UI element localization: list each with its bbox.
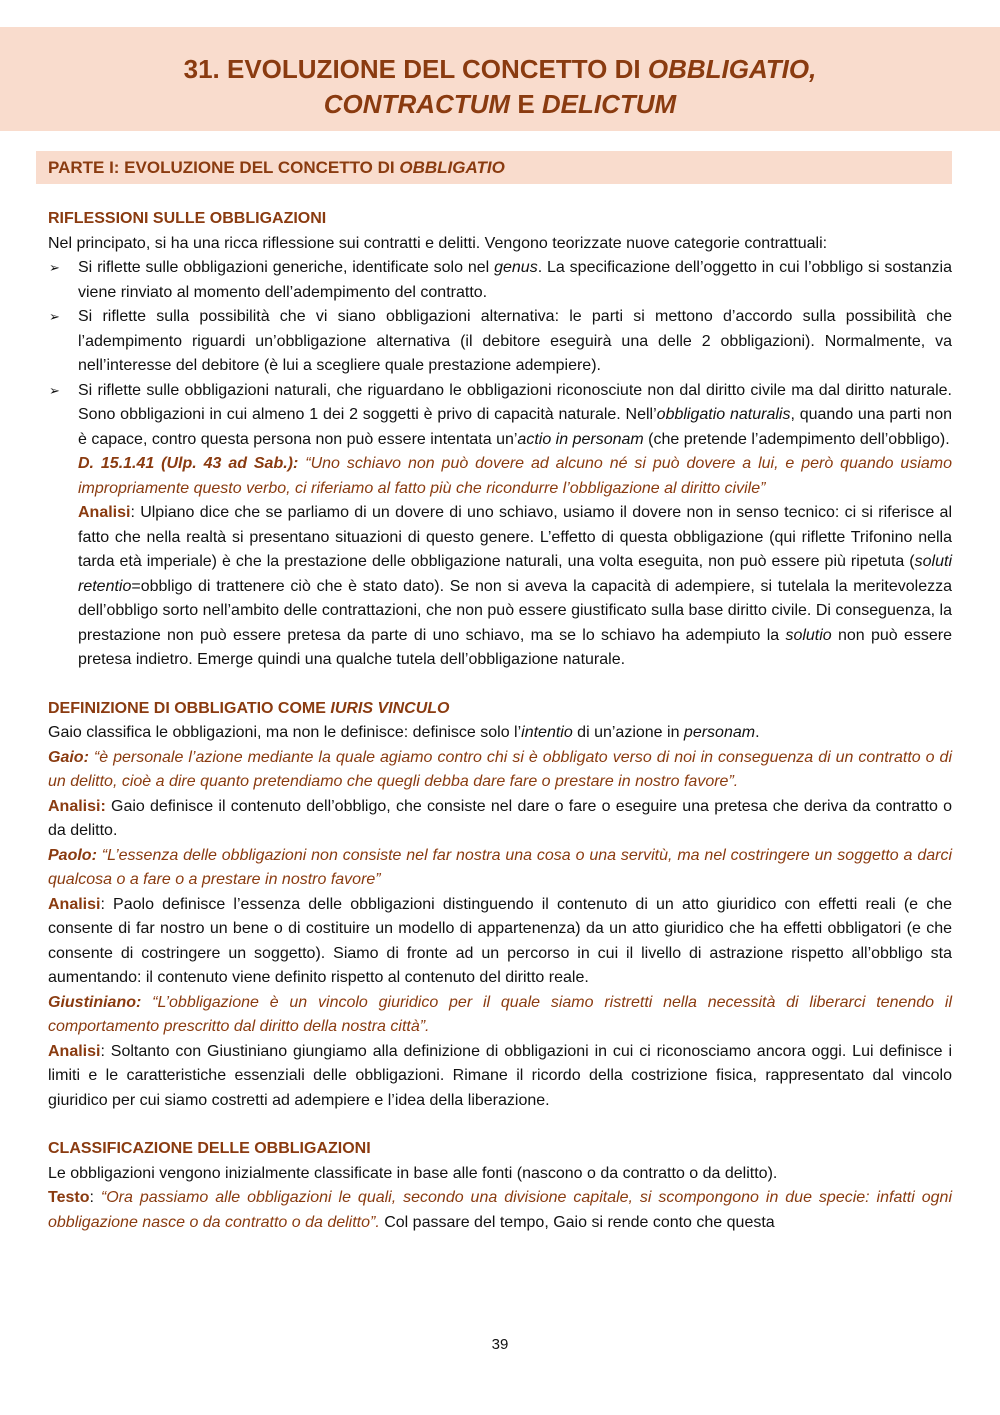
bullet1-text-end: . La specificazione dell’oggetto in cui l’obbligo si sostanzia viene rinviato al momento dell’adempimento del contratto. [78,259,952,301]
section2-heading-text: DEFINIZIONE DI OBBLIGATIO COME [48,699,331,717]
title-line2-italic-a: CONTRACTUM [323,89,511,119]
arrowhead-bullet-icon: ➢ [49,309,60,324]
paolo-quote: “L’essenza delle obbligazioni non consiste nel far nostra una cosa o una servitù, ma nel costringere un soggetto a darci qualcosa o a fare o a prestare in nostro favore” [48,846,952,888]
title-line2-mid: E [510,89,542,119]
part-title-prefix: PARTE I: EVOLUZIONE DEL CONCETTO DI [48,158,400,177]
arrowhead-bullet-icon: ➢ [49,260,60,275]
source-label: D. 15.1.41 (Ulp. 43 ad Sab.): [78,455,299,472]
source-quote-paragraph [78,452,952,501]
analysis1-text: Gaio definisce il contenuto dell’obbligo, che consiste nel dare o fare o eseguire una pretesa che deriva da contratto o da delitto. [48,797,952,839]
bullet3-text-mid: , quando una parti non è capace, contro questa persona non può essere intentata un’ [78,406,953,448]
testo-after: Col passare del tempo, Gaio si rende conto che questa [379,1213,775,1231]
giustiniano-label: Giustiniano: [48,993,142,1011]
document-body [48,207,952,1235]
section3-intro: Le obbligazioni vengono inizialmente classificate in base alle fonti (nascono o da contratto o da delitto). [48,1164,778,1182]
analysis1-label: Analisi: [48,797,106,815]
testo-colon: : [89,1189,101,1206]
list-item [48,256,952,305]
section2-intro-italic-2: personam [683,724,756,741]
bullet3-italic-1: obbligatio naturalis [656,406,791,423]
list-item [48,305,952,379]
section1-intro: Nel principato, si ha una ricca riflessione sui contratti e delitti. Vengono teorizzate nuove categorie contrattuali: [48,234,828,252]
section2-intro-italic-1: intentio [521,724,573,741]
giustiniano-quote-paragraph [48,991,952,1040]
section2-intro-end: . [755,724,760,741]
paolo-label: Paolo: [48,846,97,864]
bullet-list [48,256,952,673]
bullet3-paragraph [78,379,952,453]
analysis2-label: Analisi [48,895,101,913]
analysis-text-end: non può essere pretesa indietro. Emerge quindi una qualche tutela dell’obbligazione naturale. [78,626,953,668]
section2-intro [48,721,952,746]
analysis-label: Analisi [78,504,131,521]
title-line1-italic: OBBLIGATIO, [647,54,817,84]
bullet3-text: Si riflette sulle obbligazioni naturali, che riguardano le obbligazioni riconosciute non dal diritto civile ma dal diritto naturale. Sono obbligazioni in cui almeno 1 dei 2 soggetti è privo di capacità naturale. Nell’ [78,381,952,423]
bullet2-text: Si riflette sulla possibilità che vi siano obbligazioni alternativa: le parti si mettono d’accordo sulla possibilità che l’adempimento riguardi un’obbligazione alternativa (il debitore eseguirà una delle 2 obbligazioni). Normalmente, va nell’interesse del debitore (è lui a scegliere quale prestazione adempiere). [78,308,952,374]
analysis2-text: : Paolo definisce l’essenza delle obbligazioni distinguendo il contenuto di un atto giuridico con effetti reali (e che consente di far nostro un bene o di costituire un modello di appartenenza) da un atto giuridico che ha effetti obbligatori (e che consente di costringere un soggetto). Siamo di fronte ad un percorso in cui il livello di astrazione rispetto all’obbligo sta aumentando: il contenuto viene definito rispetto al contenuto del diritto reale. [48,895,952,986]
list-item [48,379,952,673]
source-quote: “Uno schiavo non può dovere ad alcuno né si può dovere a lui, e però quando usiamo impropriamente questo verbo, ci riferiamo al fatto più che ricondurre l’obbligazione al diritto civile” [78,455,953,497]
title-line1-prefix: 31. EVOLUZIONE DEL CONCETTO DI [183,54,648,84]
bullet3-italic-2: actio in personam [517,430,644,448]
testo-quote: “Ora passiamo alle obbligazioni le quali, secondo una divisione capitale, si scompongono in due specie: infatti ogni obbligazione nasce o da contratto o da delitto”. [48,1189,952,1231]
analysis1-paragraph [48,795,952,844]
title-line2-italic-b: DELICTUM [541,89,677,119]
section2-intro-text: Gaio classifica le obbligazioni, ma non le definisce: definisce solo l’ [48,724,522,741]
section-heading-classificazione: CLASSIFICAZIONE DELLE OBBLIGAZIONI [48,1140,371,1157]
bullet3-text-end: (che pretende l’adempimento dell’obbligo). [643,430,950,448]
testo-label: Testo [48,1189,90,1206]
analysis-italic-2: solutio [785,626,832,644]
bullet1-text: Si riflette sulle obbligazioni generiche, identificate solo nel [78,259,495,276]
analysis-paragraph [78,501,952,673]
analysis3-text: : Soltanto con Giustiniano giungiamo alla definizione di obbligazioni in cui ci riconosciamo ancora oggi. Lui definisce i limiti e le caratteristiche essenziali delle obbligazioni. Rimane il ricordo della costrizione fisica, rappresentato dal vincolo giuridico per cui siamo costretti ad adempiere e l’idea della liberazione. [48,1042,952,1109]
gaio-quote: “è personale l’azione mediante la quale agiamo contro chi si è obbligato verso di noi in conseguenza di un contratto o di un delitto, cioè a dire quanto pretendiamo che quegli debba dare fare o prestare in nostro favore”. [48,748,952,790]
arrowhead-bullet-icon: ➢ [49,382,60,398]
part-title [48,157,505,179]
analysis-text-mid: =obbligo di trattenere ciò che è stato dato). Se non si aveva la capacità di adempiere, si tutelala la meritevolezza dell’obbligo sorto nell’ambito delle contrattazioni, che non può essere giustificato sulla base diritto civile. Di conseguenza, la prestazione non può essere pretesa da parte di uno schiavo, ma se lo schiavo ha adempiuto la [78,577,952,644]
analysis3-label: Analisi [48,1042,101,1060]
giustiniano-quote: “L’obbligazione è un vincolo giuridico per il quale siamo ristretti nella necessità di liberarci tenendo il comportamento prescritto dal diritto della nostra città”. [48,993,952,1035]
spacer [48,673,952,697]
section2-intro-mid: di un’azione in [572,724,684,741]
section-heading-definizione [48,697,952,722]
bullet1-italic: genus [494,259,538,276]
page-title [0,52,1000,122]
analysis2-paragraph [48,893,952,991]
part-title-italic: OBBLIGATIO [399,158,505,177]
section-heading-riflessioni: RIFLESSIONI SULLE OBBLIGAZIONI [48,210,327,227]
analysis3-paragraph [48,1040,952,1114]
testo-quote-paragraph [48,1186,952,1235]
gaio-quote-paragraph [48,746,952,795]
spacer [48,1113,952,1137]
analysis-italic-1: soluti retentio [78,553,952,595]
paolo-quote-paragraph [48,844,952,893]
page-number: 39 [491,1336,509,1353]
section2-heading-italic: IURIS VINCULO [330,699,450,717]
analysis-text: : Ulpiano dice che se parliamo di un dovere di uno schiavo, usiamo il dovere non in senso tecnico: ci si riferisce al fatto che nella realtà si presentano situazioni di questo genere. L’effetto di questa obbligazione (qui riflette Trifonino nella tarda età imperiale) è che la prestazione delle obbligazione naturali, una volta eseguita, non può essere più ripetuta ( [78,504,952,570]
gaio-label: Gaio: [48,748,89,766]
